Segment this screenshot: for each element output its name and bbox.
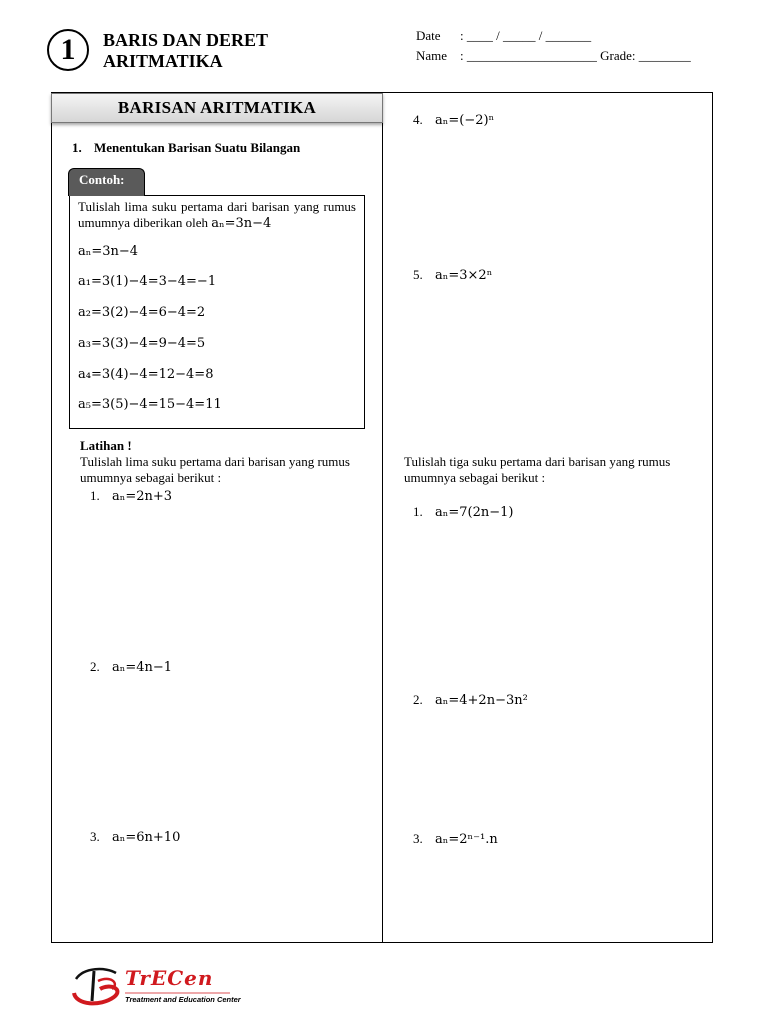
example-text — [78, 199, 356, 232]
chapter-number: 1 — [60, 33, 76, 66]
exercise-formula: aₙ=2ⁿ⁻¹.n — [435, 832, 498, 847]
example-step-0: aₙ=3n−4 — [78, 244, 139, 259]
exercise-item-right-5 — [413, 267, 492, 283]
subsection-heading — [72, 140, 300, 156]
exercise-item-right-b1 — [413, 504, 514, 520]
section-title — [51, 93, 383, 123]
exercise-formula: aₙ=4n−1 — [112, 660, 173, 675]
name-label: Name — [416, 48, 448, 63]
exercise-number: 1. — [90, 488, 100, 503]
exercise-item-left-1 — [90, 488, 172, 504]
logo-text: TrECen — [125, 966, 214, 990]
exercise-formula: aₙ=2n+3 — [112, 489, 173, 504]
exercise-number: 3. — [90, 829, 100, 844]
exercise-title: Latihan ! — [80, 438, 132, 453]
title-line-2: ARITMATIKA — [103, 51, 223, 71]
subsection-number: 1. — [72, 140, 82, 155]
example-step-3: a₃=3(3)−4=9−4=5 — [78, 336, 206, 351]
page-title — [103, 30, 268, 72]
logo-tagline: Treatment and Education Center — [125, 995, 241, 1004]
title-line-1: BARIS DAN DERET — [103, 30, 269, 50]
exercise-number: 4. — [413, 112, 423, 127]
exercise-item-left-3 — [90, 829, 180, 845]
right-instruction: Tulislah tiga suku pertama dari barisan yang rumus umumnya sebagai berikut : — [404, 454, 671, 485]
section-title-text: BARISAN ARITMATIKA — [117, 98, 317, 117]
exercise-item-right-4 — [413, 112, 494, 128]
example-formula: aₙ=3n−4 — [211, 216, 272, 231]
exercise-number: 3. — [413, 831, 423, 846]
exercise-number: 5. — [413, 267, 423, 282]
name-grade-field: : ____________________ Grade: ________ — [460, 48, 691, 63]
example-step-1: a₁=3(1)−4=3−4=−1 — [78, 274, 217, 289]
example-step-5: a₅=3(5)−4=15−4=11 — [78, 397, 222, 412]
chapter-number-badge — [47, 29, 89, 71]
date-field: : ____ / _____ / _______ — [460, 28, 592, 43]
exercise-formula: aₙ=6n+10 — [112, 830, 181, 845]
exercise-formula: aₙ=7(2n−1) — [435, 505, 514, 520]
exercise-item-left-2 — [90, 659, 172, 675]
example-tab-label: Contoh: — [79, 172, 125, 187]
exercise-instruction: Tulislah lima suku pertama dari barisan yang rumus umumnya sebagai berikut : — [80, 454, 350, 485]
date-label: Date — [416, 28, 441, 43]
exercise-item-right-b2 — [413, 692, 528, 708]
example-step-4: a₄=3(4)−4=12−4=8 — [78, 367, 214, 382]
example-text-body: Tulislah lima suku pertama dari barisan yang rumus umumnya diberikan oleh — [78, 199, 356, 230]
exercise-number: 1. — [413, 504, 423, 519]
exercise-formula: aₙ=(−2)ⁿ — [435, 113, 495, 128]
column-divider — [382, 92, 383, 943]
exercise-number: 2. — [90, 659, 100, 674]
example-step-2: a₂=3(2)−4=6−4=2 — [78, 305, 206, 320]
date-row — [416, 28, 591, 44]
name-row — [416, 48, 691, 64]
exercise-number: 2. — [413, 692, 423, 707]
exercise-formula: aₙ=3×2ⁿ — [435, 268, 493, 283]
exercise-item-right-b3 — [413, 831, 498, 847]
subsection-title: Menentukan Barisan Suatu Bilangan — [94, 140, 301, 155]
exercise-formula: aₙ=4+2n−3n² — [435, 693, 528, 708]
example-tab — [68, 168, 145, 196]
